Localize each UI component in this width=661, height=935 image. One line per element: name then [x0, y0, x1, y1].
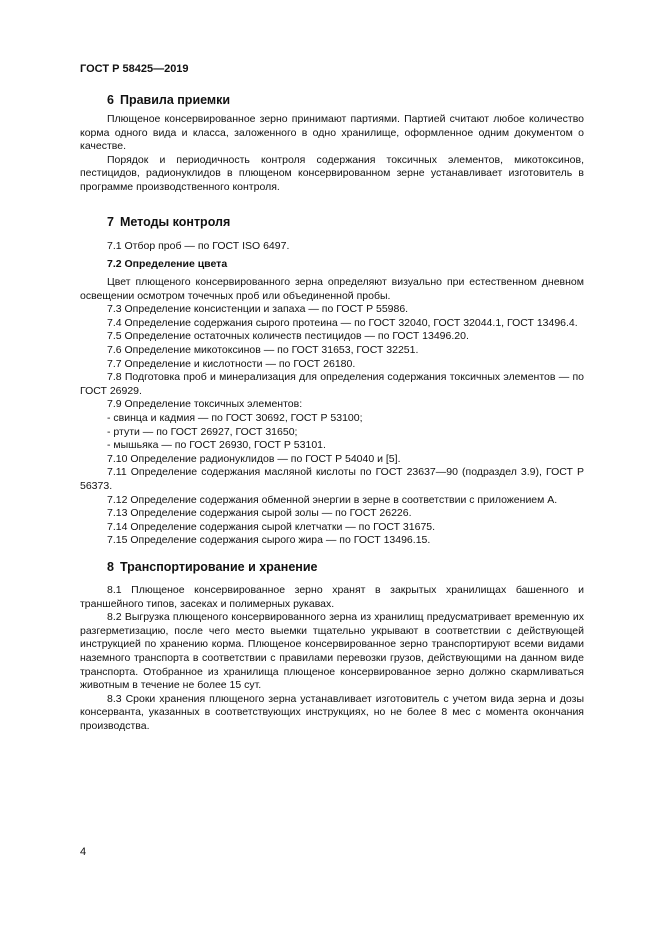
list-item: 7.5 Определение остаточных количеств пестицидов — по ГОСТ 13496.20. — [107, 330, 469, 343]
dash-item: - ртути — по ГОСТ 26927, ГОСТ 31650; — [107, 425, 298, 438]
paragraph: 8.2 Выгрузка плющеного консервированного зерна из хранилищ предусматривает временную их разгерметизацию, после чего место выемки тщательно укрывают в соответствии с действующей инструкцией по хранению корма. Плющеное консервированное зерно транспортируют всеми видами наземного транспорта в соответствии с правилами перевозки грузов, действующими на данном виде транспорта. Отобранное из хранилища плющеное консервированное зерно должно скармливаться животным в течение не более 15 сут. — [80, 611, 584, 692]
list-item: 7.13 Определение содержания сырой золы — по ГОСТ 26226. — [107, 507, 412, 520]
list-item: 7.4 Определение содержания сырого протеина — по ГОСТ 32040, ГОСТ 32044.1, ГОСТ 13496.4. — [107, 316, 578, 329]
section-7-body — [80, 276, 584, 548]
list-item: 7.12 Определение содержания обменной энергии в зерне в соответствии с приложением А. — [107, 493, 558, 506]
paragraph: Цвет плющеного консервированного зерна определяют визуально при естественном дневном освещении осмотром точечных проб или объединенной пробы. — [80, 276, 584, 302]
list-item: 7.3 Определение консистенции и запаха — по ГОСТ Р 55986. — [107, 303, 409, 316]
paragraph: 7.8 Подготовка проб и минерализация для определения содержания токсичных элементов — по ГОСТ 26929. — [80, 371, 584, 397]
document-header: ГОСТ Р 58425—2019 — [80, 63, 189, 75]
section-number: 7 — [107, 215, 114, 229]
list-item: 7.6 Определение микотоксинов — по ГОСТ 31653, ГОСТ 32251. — [107, 343, 419, 356]
section-6-body — [80, 113, 584, 195]
section-8-body — [80, 584, 584, 734]
paragraph: Плющеное консервированное зерно принимают партиями. Партией считают любое количество корма одного вида и класса, заложенного в одно хранилище, оформленное одним документом о качестве. — [80, 113, 584, 153]
page-number: 4 — [80, 846, 87, 858]
dash-item: - свинца и кадмия — по ГОСТ 30692, ГОСТ Р 53100; — [107, 411, 363, 424]
section-7-1 — [80, 240, 584, 254]
paragraph: 7.9 Определение токсичных элементов: — [107, 398, 303, 411]
list-item: 7.7 Определение и кислотности — по ГОСТ 26180. — [107, 357, 356, 370]
section-number: 6 — [107, 93, 114, 107]
section-title: Методы контроля — [119, 215, 231, 229]
subsection-7-2-heading: 7.2 Определение цвета — [107, 258, 228, 270]
paragraph: 8.1 Плющеное консервированное зерно хранят в закрытых хранилищах башенного и траншейного типов, засеках и полимерных рукавах. — [80, 584, 584, 610]
paragraph: 7.11 Определение содержания масляной кислоты по ГОСТ 23637—90 (подраздел 3.9), ГОСТ Р 56373. — [80, 466, 584, 492]
section-8-heading — [107, 560, 317, 574]
section-title: Правила приемки — [119, 93, 231, 107]
section-7-heading — [107, 215, 230, 229]
paragraph: 8.3 Сроки хранения плющеного зерна устанавливает изготовитель с учетом вида зерна и дозы консерванта, указанных в соответствующих инструкциях, но не более 8 мес с момента окончания производства. — [80, 692, 584, 732]
dash-item: - мышьяка — по ГОСТ 26930, ГОСТ Р 53101. — [107, 439, 326, 452]
list-item: 7.10 Определение радионуклидов — по ГОСТ Р 54040 и [5]. — [107, 452, 401, 465]
paragraph: Порядок и периодичность контроля содержания токсичных элементов, микотоксинов, пестицидов, радионуклидов в плющеном консервированном зерне устанавливает изготовитель в программе производственного контроля. — [80, 153, 584, 193]
section-number: 8 — [107, 560, 114, 574]
list-item: 7.15 Определение содержания сырого жира — по ГОСТ 13496.15. — [107, 534, 431, 547]
section-6-heading — [107, 93, 230, 107]
list-item: 7.14 Определение содержания сырой клетчатки — по ГОСТ 31675. — [107, 520, 436, 533]
paragraph: 7.1 Отбор проб — по ГОСТ ISO 6497. — [107, 240, 290, 252]
section-title: Транспортирование и хранение — [119, 560, 318, 574]
